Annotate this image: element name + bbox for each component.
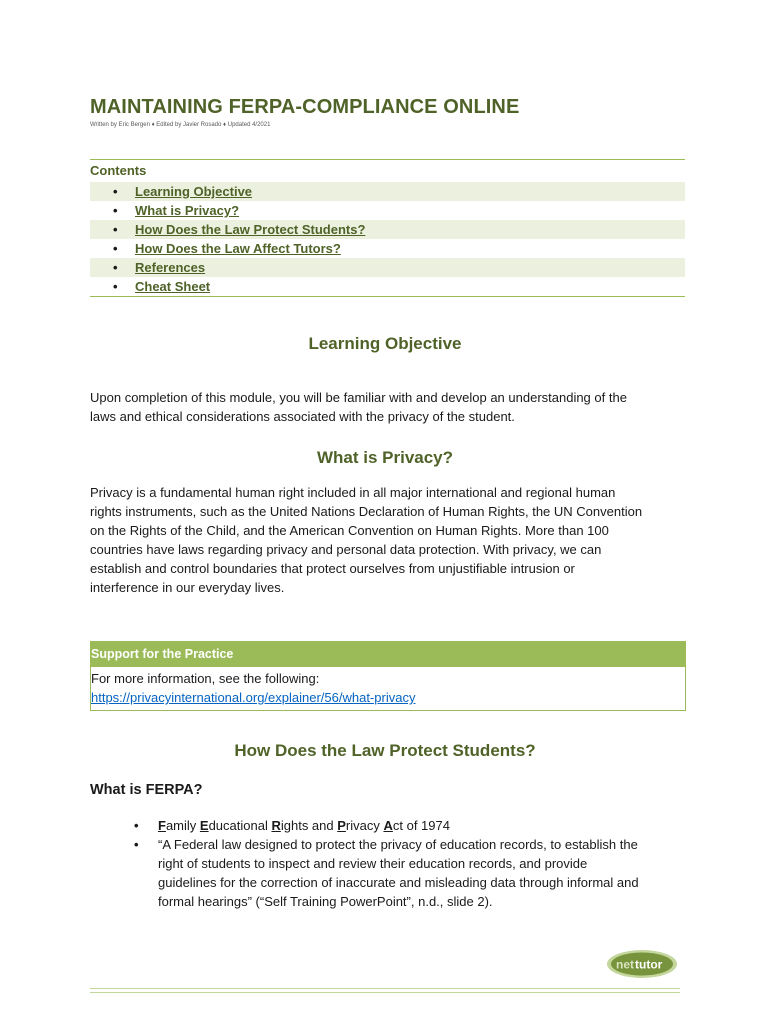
- support-body: [91, 667, 685, 710]
- toc-item: [90, 201, 685, 220]
- support-text: For more information, see the following:: [91, 671, 320, 686]
- toc-link-protect-students[interactable]: How Does the Law Protect Students?: [135, 222, 366, 237]
- toc-item: [90, 277, 685, 296]
- text-line: guidelines for the correction of inaccurate and misleading data through informal and: [158, 875, 639, 890]
- acronym-letter: R: [271, 818, 281, 833]
- privacy-paragraph: [90, 483, 680, 597]
- text-line: laws and ethical considerations associated with the privacy of the student.: [90, 409, 515, 424]
- learning-objective-text: [90, 388, 680, 426]
- acronym-letter: E: [199, 818, 209, 833]
- learning-objective-heading: Learning Objective: [308, 334, 462, 353]
- toc-item: [90, 239, 685, 258]
- support-heading: Support for the Practice: [91, 642, 685, 667]
- text-line: Privacy is a fundamental human right included in all major international and regional human: [90, 485, 616, 500]
- bullet-icon: •: [113, 260, 118, 275]
- bullet-icon: •: [113, 222, 118, 237]
- table-of-contents: [90, 159, 685, 297]
- what-is-privacy-heading: What is Privacy?: [316, 448, 454, 467]
- contents-heading: Contents: [90, 163, 147, 178]
- toc-item: [90, 182, 685, 201]
- privacy-explainer-link[interactable]: https://privacyinternational.org/explainer/56/what-privacy: [91, 690, 416, 705]
- acronym-word: ights and: [280, 818, 338, 833]
- toc-link-what-is-privacy[interactable]: What is Privacy?: [135, 203, 240, 218]
- protect-students-heading: How Does the Law Protect Students?: [234, 741, 536, 760]
- document-byline: Written by Eric Bergen ♦ Edited by Javier Rosado ♦ Updated 4/2021: [90, 122, 271, 128]
- list-item: [90, 816, 686, 835]
- acronym-letter: A: [383, 818, 393, 833]
- bullet-icon: •: [113, 279, 118, 294]
- toc-link-references[interactable]: References: [135, 260, 206, 275]
- text-line: establish and control boundaries that protect ourselves from unjustifiable intrusion or: [90, 561, 575, 576]
- acronym-letter: F: [158, 818, 166, 833]
- ferpa-subheading: What is FERPA?: [90, 782, 203, 798]
- text-line: Upon completion of this module, you will be familiar with and develop an understanding of the: [90, 390, 627, 405]
- toc-item: [90, 220, 685, 239]
- bullet-icon: •: [113, 184, 118, 199]
- text-line: formal hearings” (“Self Training PowerPoint”, n.d., slide 2).: [158, 894, 493, 909]
- bullet-icon: •: [134, 818, 139, 833]
- acronym-word: ct of 1974: [392, 818, 450, 833]
- toc-link-cheat-sheet[interactable]: Cheat Sheet: [135, 279, 211, 294]
- bullet-icon: •: [113, 203, 118, 218]
- text-line: rights instruments, such as the United Nations Declaration of Human Rights, the UN Convention: [90, 504, 643, 519]
- logo-net: net: [616, 957, 634, 972]
- bullet-icon: •: [134, 837, 139, 852]
- support-callout: [90, 641, 686, 711]
- list-item: [90, 835, 686, 911]
- ferpa-list: [90, 816, 686, 911]
- footer-divider: [90, 988, 680, 993]
- bullet-icon: •: [113, 241, 118, 256]
- text-line: “A Federal law designed to protect the privacy of education records, to establish the: [158, 837, 638, 852]
- text-line: interference in our everyday lives.: [90, 580, 285, 595]
- nettutor-logo: [606, 949, 678, 979]
- acronym-word: amily: [165, 818, 200, 833]
- document-title: MAINTAINING FERPA-COMPLIANCE ONLINE: [90, 96, 520, 118]
- text-line: right of students to inspect and review their education records, and provide: [158, 856, 588, 871]
- text-line: countries have laws regarding privacy and personal data protection. With privacy, we can: [90, 542, 602, 557]
- logo-tutor: tutor: [635, 957, 663, 972]
- acronym-word: ducational: [208, 818, 272, 833]
- acronym-letter: P: [337, 818, 346, 833]
- toc-link-learning-objective[interactable]: Learning Objective: [135, 184, 253, 199]
- toc-link-affect-tutors[interactable]: How Does the Law Affect Tutors?: [135, 241, 341, 256]
- text-line: on the Rights of the Child, and the American Convention on Human Rights. More than 100: [90, 523, 609, 538]
- toc-item: [90, 258, 685, 277]
- acronym-word: rivacy: [345, 818, 384, 833]
